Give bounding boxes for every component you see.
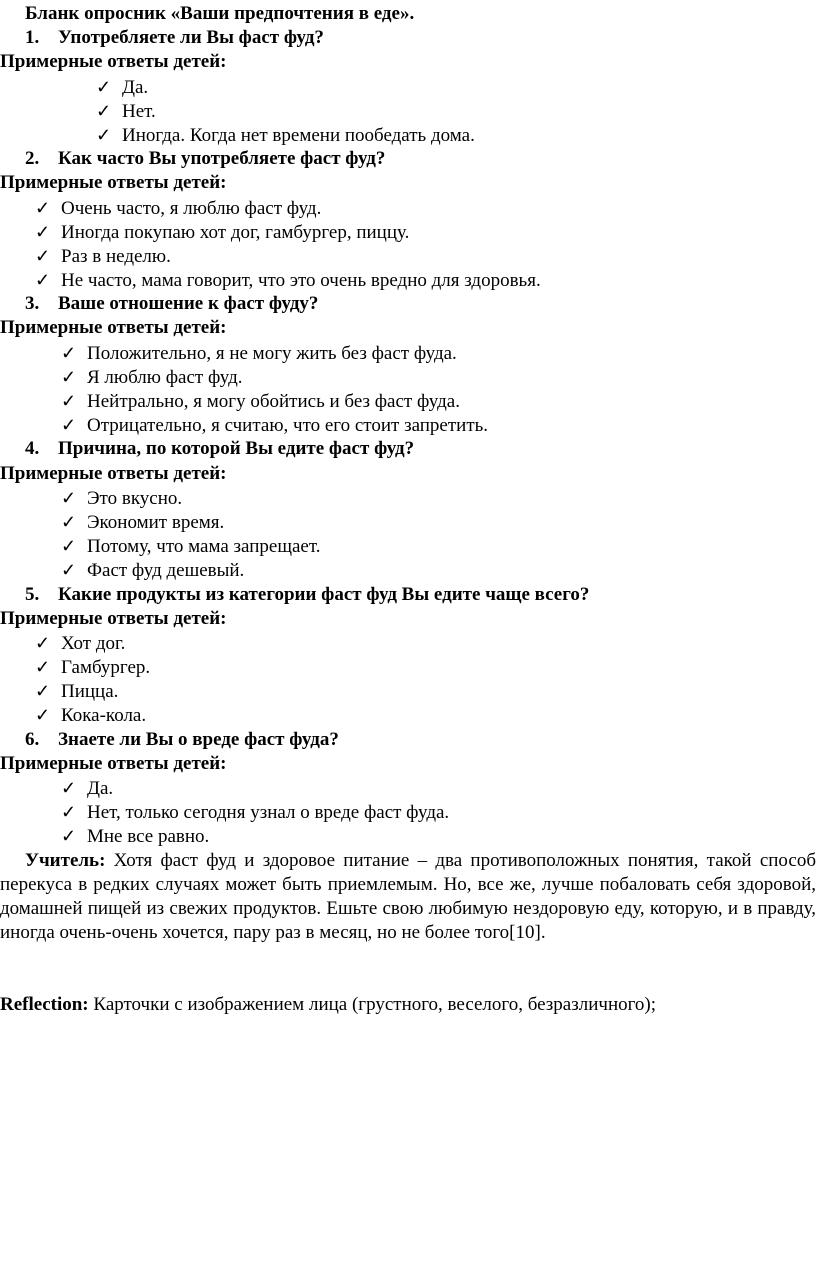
answer-text: Отрицательно, я считаю, что его стоит запретить. xyxy=(87,415,489,437)
list-item xyxy=(0,776,816,800)
list-item xyxy=(0,534,816,558)
question-number: 3. xyxy=(25,293,40,315)
answers-heading: Примерные ответы детей: xyxy=(0,317,227,339)
question-6 xyxy=(0,728,816,752)
check-mark-icon: ✓ xyxy=(61,826,77,847)
check-mark-icon: ✓ xyxy=(35,681,51,702)
list-item xyxy=(0,196,816,220)
check-mark-icon: ✓ xyxy=(61,778,77,798)
list-item xyxy=(0,244,816,268)
answer-text: Раз в неделю. xyxy=(61,245,171,267)
answers-heading: Примерные ответы детей: xyxy=(0,51,227,73)
check-mark-icon: ✓ xyxy=(61,560,77,581)
check-mark-icon: ✓ xyxy=(35,705,51,726)
reflection-label: Reflection: xyxy=(0,994,89,1016)
document-page xyxy=(0,2,816,1018)
list-item xyxy=(0,679,816,703)
spacer xyxy=(0,945,816,993)
check-mark-icon: ✓ xyxy=(61,487,77,508)
list-item xyxy=(0,75,816,99)
question-text: Как часто Вы употребляете фаст фуд? xyxy=(58,148,386,170)
answer-text: Нет, только сегодня узнал о вреде фаст фуда. xyxy=(87,802,450,824)
answer-text: Нет. xyxy=(122,100,156,122)
question-2 xyxy=(0,147,816,171)
check-mark-icon: ✓ xyxy=(35,270,51,291)
list-item xyxy=(0,220,816,244)
list-item xyxy=(0,486,816,510)
question-text: Какие продукты из категории фаст фуд Вы едите чаще всего? xyxy=(58,583,590,605)
question-text: Употребляете ли Вы фаст фуд? xyxy=(58,27,324,49)
check-mark-icon: ✓ xyxy=(35,245,51,266)
answer-text: Кока-кола. xyxy=(61,705,147,727)
answer-text: Пицца. xyxy=(61,681,119,703)
question-4 xyxy=(0,437,816,461)
question-number: 1. xyxy=(25,27,40,49)
question-number: 5. xyxy=(25,583,40,605)
answers-heading: Примерные ответы детей: xyxy=(0,607,227,629)
question-1 xyxy=(0,26,816,50)
check-mark-icon: ✓ xyxy=(61,391,77,411)
answer-text: Экономит время. xyxy=(87,511,225,533)
list-item xyxy=(0,631,816,655)
list-item xyxy=(0,365,816,389)
answer-text: Фаст фуд дешевый. xyxy=(87,560,245,582)
list-item xyxy=(0,703,816,727)
answers-heading: Примерные ответы детей: xyxy=(0,462,227,484)
answer-text: Мне все равно. xyxy=(87,826,210,848)
list-item xyxy=(0,341,816,365)
answer-text: Иногда покупаю хот дог, гамбургер, пиццу. xyxy=(61,221,410,243)
list-item xyxy=(0,824,816,848)
list-item xyxy=(0,510,816,534)
reflection-text: Карточки с изображением лица (грустного, веселого, безразличного); xyxy=(93,994,657,1016)
check-mark-icon: ✓ xyxy=(61,511,77,532)
check-mark-icon: ✓ xyxy=(61,536,77,557)
question-text: Знаете ли Вы о вреде фаст фуда? xyxy=(58,728,339,750)
check-mark-icon: ✓ xyxy=(61,342,77,363)
answer-text: Да. xyxy=(87,778,114,799)
document-title: Бланк опросник «Ваши предпочтения в еде». xyxy=(25,3,415,24)
answer-text: Гамбургер. xyxy=(61,657,151,679)
answer-text: Очень часто, я люблю фаст фуд. xyxy=(61,197,322,219)
answer-text: Я люблю фаст фуд. xyxy=(87,366,243,388)
answer-text: Хот дог. xyxy=(61,632,126,654)
question-number: 4. xyxy=(25,438,40,460)
list-item xyxy=(0,413,816,437)
question-3 xyxy=(0,292,816,316)
list-item xyxy=(0,123,816,147)
check-mark-icon: ✓ xyxy=(35,657,51,678)
check-mark-icon: ✓ xyxy=(96,124,112,145)
list-item xyxy=(0,655,816,679)
list-item xyxy=(0,389,816,413)
list-item xyxy=(0,99,816,123)
teacher-label: Учитель: xyxy=(25,849,106,871)
list-item xyxy=(0,800,816,824)
check-mark-icon: ✓ xyxy=(35,632,51,653)
answer-text: Это вкусно. xyxy=(87,487,183,509)
check-mark-icon: ✓ xyxy=(35,197,51,218)
check-mark-icon: ✓ xyxy=(96,76,112,97)
list-item xyxy=(0,268,816,292)
question-number: 2. xyxy=(25,148,40,170)
question-text: Ваше отношение к фаст фуду? xyxy=(58,293,319,315)
check-mark-icon: ✓ xyxy=(96,100,112,121)
check-mark-icon: ✓ xyxy=(61,802,77,823)
question-text: Причина, по которой Вы едите фаст фуд? xyxy=(58,438,415,460)
check-mark-icon: ✓ xyxy=(61,415,77,436)
answer-text: Положительно, я не могу жить без фаст фуда. xyxy=(87,342,457,364)
reflection-line xyxy=(0,993,816,1017)
answer-text: Нейтрально, я могу обойтись и без фаст фуда. xyxy=(87,391,460,412)
answer-text: Не часто, мама говорит, что это очень вредно для здоровья. xyxy=(61,270,541,292)
answer-text: Да. xyxy=(122,76,149,98)
teacher-text: Хотя фаст фуд и здоровое питание – два противоположных понятия, такой способ перекуса в редких случаях может быть приемлемым. Но, все же, лучше побаловать себя здоровой, домашней пищей из свежих продуктов. Ешьте свою любимую нездоровую еду, которую, и в правду, иногда очень-очень хочется, пару раз в месяц, но не более того[10]. xyxy=(0,849,816,944)
question-5 xyxy=(0,583,816,607)
answer-text: Иногда. Когда нет времени пообедать дома. xyxy=(122,124,475,146)
question-number: 6. xyxy=(25,728,40,750)
list-item xyxy=(0,558,816,582)
check-mark-icon: ✓ xyxy=(61,366,77,387)
check-mark-icon: ✓ xyxy=(35,221,51,242)
answers-heading: Примерные ответы детей: xyxy=(0,172,227,194)
answer-text: Потому, что мама запрещает. xyxy=(87,536,321,558)
answers-heading: Примерные ответы детей: xyxy=(0,752,227,774)
teacher-paragraph xyxy=(0,849,816,946)
